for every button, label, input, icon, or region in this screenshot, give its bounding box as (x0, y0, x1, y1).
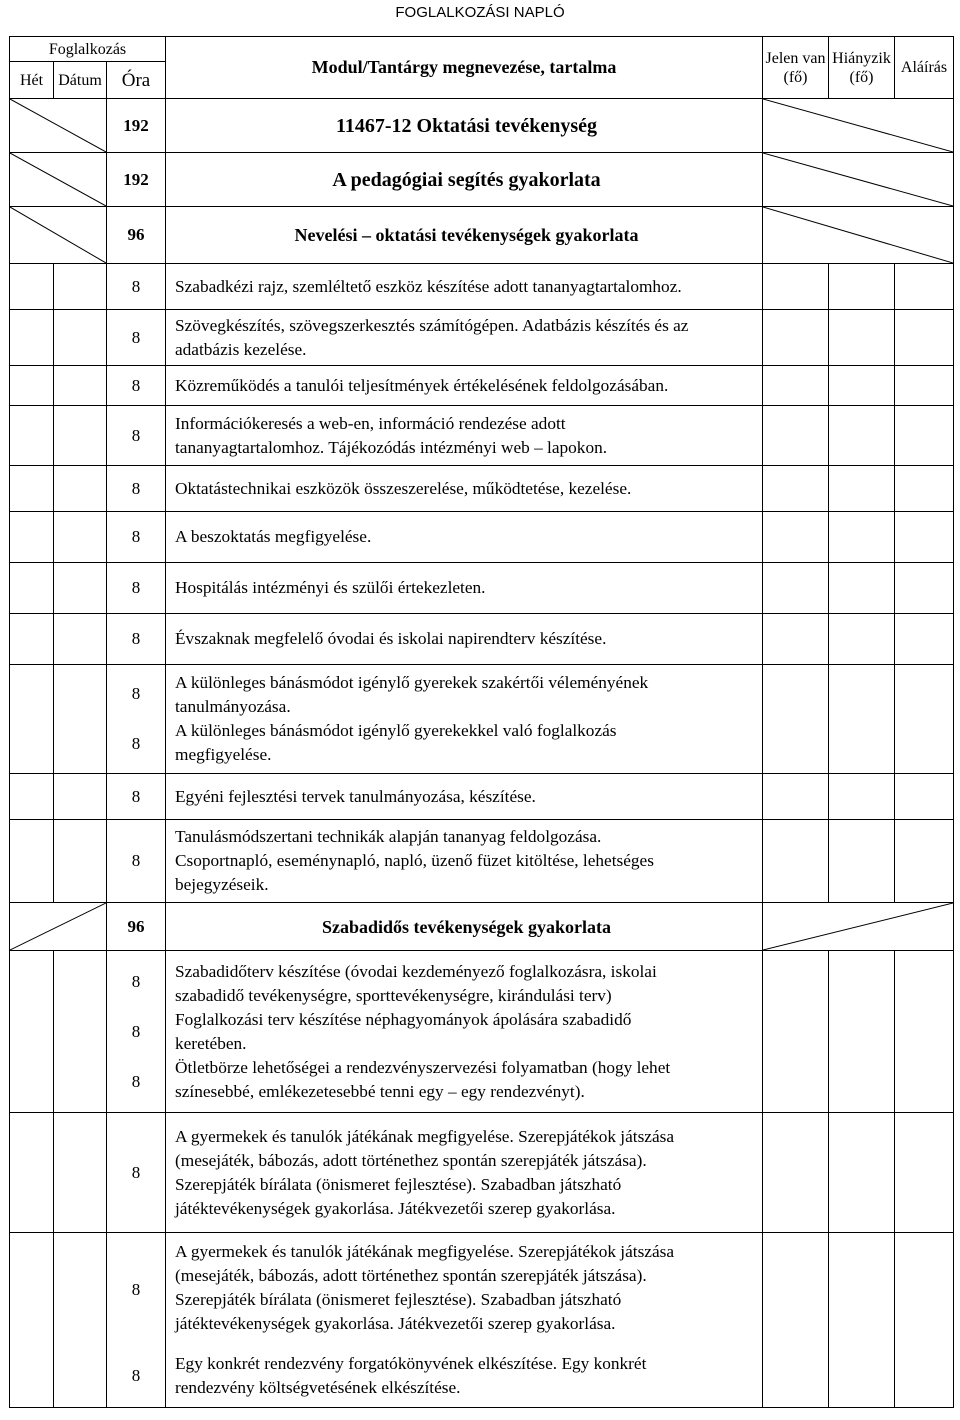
topic-cell: 11467-12 Oktatási tevékenység (166, 99, 763, 153)
ora-cell: 8 (107, 563, 166, 614)
topic-cell: Oktatástechnikai eszközök összeszerelése, működtetése, kezelése. (166, 466, 763, 512)
table-row (10, 1113, 954, 1233)
topic-line: Tanulásmódszertani technikák alapján tananyag feldolgozása. (175, 827, 602, 846)
jelen-van-cell (763, 264, 829, 310)
topic-line: Csoportnapló, eseménynapló, napló, üzenő füzet kitöltése, lehetséges (175, 851, 654, 870)
ora-cell: 8 (107, 614, 166, 665)
topic-cell (166, 406, 763, 466)
topic-line: Egy konkrét rendezvény forgatókönyvének elkészítése. Egy konkrét (175, 1354, 647, 1373)
diagonal-cell (10, 903, 107, 951)
topic-cell: Egyéni fejlesztési tervek tanulmányozása, készítése. (166, 774, 763, 820)
datum-cell (54, 1233, 107, 1408)
jelen-van-cell (763, 310, 829, 366)
header-het: Hét (10, 62, 54, 99)
header-jelen-van (763, 37, 829, 99)
diagonal-cell (763, 903, 954, 951)
alairas-cell (895, 366, 954, 406)
hianyzik-cell (829, 1113, 895, 1233)
header-modul: Modul/Tantárgy megnevezése, tartalma (166, 37, 763, 99)
topic-cell (166, 820, 763, 903)
header-alairas: Aláírás (895, 37, 954, 99)
alairas-cell (895, 1113, 954, 1233)
topic-line: Szabadidőterv készítése (óvodai kezdeményező foglalkozásra, iskolai (175, 961, 657, 981)
table-row (10, 264, 954, 310)
jelen-van-cell (763, 466, 829, 512)
topic-line: szabadidő tevékenységre, sporttevékenységre, kirándulási terv) (175, 985, 612, 1005)
het-cell (10, 466, 54, 512)
jelen-van-cell (763, 366, 829, 406)
topic-line: adatbázis kezelése. (175, 339, 307, 359)
datum-cell (54, 951, 107, 1113)
table-row (10, 153, 954, 207)
alairas-cell (895, 310, 954, 366)
het-cell (10, 563, 54, 614)
alairas-cell (895, 614, 954, 665)
topic-line: Ötletbörze lehetőségei a rendezvényszervezési folyamatban (hogy lehet (175, 1057, 671, 1077)
alairas-cell (895, 512, 954, 563)
topic-line: játéktevékenységek gyakorlása. Játékvezetői szerep gyakorlása. (175, 1314, 616, 1333)
hianyzik-cell (829, 665, 895, 774)
topic-cell (166, 1233, 763, 1408)
topic-line: A gyermekek és tanulók játékának megfigyelése. Szerepjátékok játszása (175, 1242, 675, 1261)
topic-cell: Szabadidős tevékenységek gyakorlata (166, 903, 763, 951)
het-cell (10, 512, 54, 563)
topic-cell: A beszoktatás megfigyelése. (166, 512, 763, 563)
het-cell (10, 264, 54, 310)
topic-line: keretében. (175, 1033, 247, 1053)
diagonal-cell (763, 153, 954, 207)
topic-cell: Hospitálás intézményi és szülői értekezleten. (166, 563, 763, 614)
ora-cell (107, 1233, 166, 1408)
ora-cell: 8 (107, 366, 166, 406)
ora-cell: 8 (107, 466, 166, 512)
table-row (10, 820, 954, 903)
ora-cell: 192 (107, 99, 166, 153)
topic-line: bejegyzéseik. (175, 875, 269, 894)
table-row (10, 366, 954, 406)
ora-value: 8 (131, 734, 141, 753)
alairas-cell (895, 406, 954, 466)
alairas-cell (895, 1233, 954, 1408)
ora-cell: 96 (107, 207, 166, 264)
datum-cell (54, 820, 107, 903)
table-row (10, 466, 954, 512)
jelen-van-cell (763, 1113, 829, 1233)
het-cell (10, 951, 54, 1113)
hianyzik-cell (829, 466, 895, 512)
hianyzik-cell (829, 310, 895, 366)
topic-line: (mesejáték, bábozás, adott történethez spontán szerepjáték játszása). (175, 1150, 647, 1170)
jelen-van-cell (763, 774, 829, 820)
ora-cell: 8 (107, 774, 166, 820)
topic-line: Információkeresés a web-en, információ rendezése adott (175, 413, 566, 433)
datum-cell (54, 1113, 107, 1233)
table-row (10, 563, 954, 614)
jelen-van-cell (763, 512, 829, 563)
header-hianyzik (829, 37, 895, 99)
header-jelen-van-line2: (fő) (783, 68, 808, 86)
hianyzik-cell (829, 366, 895, 406)
table-row (10, 207, 954, 264)
topic-cell: A pedagógiai segítés gyakorlata (166, 153, 763, 207)
table-row (10, 99, 954, 153)
alairas-cell (895, 563, 954, 614)
topic-line: tananyagtartalomhoz. Tájékozódás intézményi web – lapokon. (175, 437, 608, 457)
ora-cell: 8 (107, 1113, 166, 1233)
jelen-van-cell (763, 820, 829, 903)
page-title: FOGLALKOZÁSI NAPLÓ (395, 4, 565, 21)
jelen-van-cell (763, 614, 829, 665)
table-row (10, 1233, 954, 1408)
datum-cell (54, 563, 107, 614)
table-row (10, 665, 954, 774)
diagonal-cell (763, 207, 954, 264)
topic-line: megfigyelése. (175, 745, 272, 764)
alairas-cell (895, 665, 954, 774)
ora-value: 8 (131, 971, 141, 991)
topic-line: játéktevékenységek gyakorlása. Játékvezetői szerep gyakorlása. (175, 1198, 616, 1218)
topic-line: rendezvény költségvetésének elkészítése. (175, 1378, 461, 1397)
ora-cell: 8 (107, 264, 166, 310)
alairas-cell (895, 820, 954, 903)
ora-cell (107, 665, 166, 774)
datum-cell (54, 406, 107, 466)
topic-cell (166, 665, 763, 774)
datum-cell (54, 466, 107, 512)
datum-cell (54, 614, 107, 665)
het-cell (10, 1233, 54, 1408)
topic-line: tanulmányozása. (175, 697, 291, 716)
diagonal-cell (10, 207, 107, 264)
datum-cell (54, 310, 107, 366)
jelen-van-cell (763, 1233, 829, 1408)
header-row-top (10, 37, 954, 62)
het-cell (10, 310, 54, 366)
topic-line: A különleges bánásmódot igénylő gyerekekkel való foglalkozás (175, 721, 617, 740)
ora-value: 8 (131, 1280, 141, 1299)
topic-cell: Évszaknak megfelelő óvodai és iskolai napirendterv készítése. (166, 614, 763, 665)
table-row (10, 951, 954, 1113)
topic-cell (166, 951, 763, 1113)
hianyzik-cell (829, 1233, 895, 1408)
ora-cell: 8 (107, 820, 166, 903)
header-hianyzik-line1: Hiányzik (832, 49, 891, 67)
topic-line: színesebbé, emlékezetesebbé tenni egy – egy rendezvényt). (175, 1081, 585, 1101)
ora-value: 8 (131, 1366, 141, 1385)
table-row (10, 903, 954, 951)
hianyzik-cell (829, 951, 895, 1113)
table-row (10, 774, 954, 820)
ora-cell (107, 951, 166, 1113)
jelen-van-cell (763, 406, 829, 466)
jelen-van-cell (763, 665, 829, 774)
ora-value: 8 (131, 1071, 141, 1091)
alairas-cell (895, 264, 954, 310)
het-cell (10, 820, 54, 903)
ora-cell: 96 (107, 903, 166, 951)
hianyzik-cell (829, 820, 895, 903)
het-cell (10, 614, 54, 665)
datum-cell (54, 665, 107, 774)
table-row (10, 406, 954, 466)
het-cell (10, 1113, 54, 1233)
table-row (10, 310, 954, 366)
diagonal-cell (10, 153, 107, 207)
table-row (10, 614, 954, 665)
table-row (10, 512, 954, 563)
ora-cell: 8 (107, 512, 166, 563)
hianyzik-cell (829, 406, 895, 466)
topic-cell (166, 1113, 763, 1233)
ora-value: 8 (131, 1021, 141, 1041)
jelen-van-cell (763, 563, 829, 614)
topic-line: Szövegkészítés, szövegszerkesztés számítógépen. Adatbázis készítés és az (175, 315, 689, 335)
datum-cell (54, 774, 107, 820)
header-foglalkozas: Foglalkozás (10, 37, 166, 62)
datum-cell (54, 264, 107, 310)
hianyzik-cell (829, 264, 895, 310)
topic-line: Foglalkozási terv készítése néphagyományok ápolására szabadidő (175, 1009, 632, 1029)
het-cell (10, 406, 54, 466)
diagonal-cell (763, 99, 954, 153)
topic-cell (166, 310, 763, 366)
activity-log-table (9, 36, 954, 1408)
datum-cell (54, 366, 107, 406)
hianyzik-cell (829, 614, 895, 665)
topic-cell: Szabadkézi rajz, szemléltető eszköz készítése adott tananyagtartalomhoz. (166, 264, 763, 310)
diagonal-cell (10, 99, 107, 153)
hianyzik-cell (829, 774, 895, 820)
ora-cell: 8 (107, 310, 166, 366)
topic-line: Szerepjáték bírálata (önismeret fejlesztése). Szabadban játszható (175, 1174, 622, 1194)
datum-cell (54, 512, 107, 563)
topic-line: (mesejáték, bábozás, adott történethez spontán szerepjáték játszása). (175, 1266, 647, 1285)
ora-value: 8 (131, 684, 141, 703)
het-cell (10, 665, 54, 774)
alairas-cell (895, 951, 954, 1113)
het-cell (10, 366, 54, 406)
topic-line: A különleges bánásmódot igénylő gyerekek szakértői véleményének (175, 673, 649, 692)
hianyzik-cell (829, 563, 895, 614)
alairas-cell (895, 774, 954, 820)
het-cell (10, 774, 54, 820)
header-ora: Óra (107, 62, 166, 99)
topic-line: Szerepjáték bírálata (önismeret fejlesztése). Szabadban játszható (175, 1290, 622, 1309)
topic-cell: Nevelési – oktatási tevékenységek gyakorlata (166, 207, 763, 264)
header-jelen-van-line1: Jelen van (765, 49, 826, 67)
header-datum: Dátum (54, 62, 107, 99)
ora-cell: 8 (107, 406, 166, 466)
topic-line: A gyermekek és tanulók játékának megfigyelése. Szerepjátékok játszása (175, 1126, 675, 1146)
hianyzik-cell (829, 512, 895, 563)
jelen-van-cell (763, 951, 829, 1113)
ora-cell: 192 (107, 153, 166, 207)
header-hianyzik-line2: (fő) (849, 68, 874, 86)
topic-cell: Közreműködés a tanulói teljesítmények értékelésének feldolgozásában. (166, 366, 763, 406)
alairas-cell (895, 466, 954, 512)
